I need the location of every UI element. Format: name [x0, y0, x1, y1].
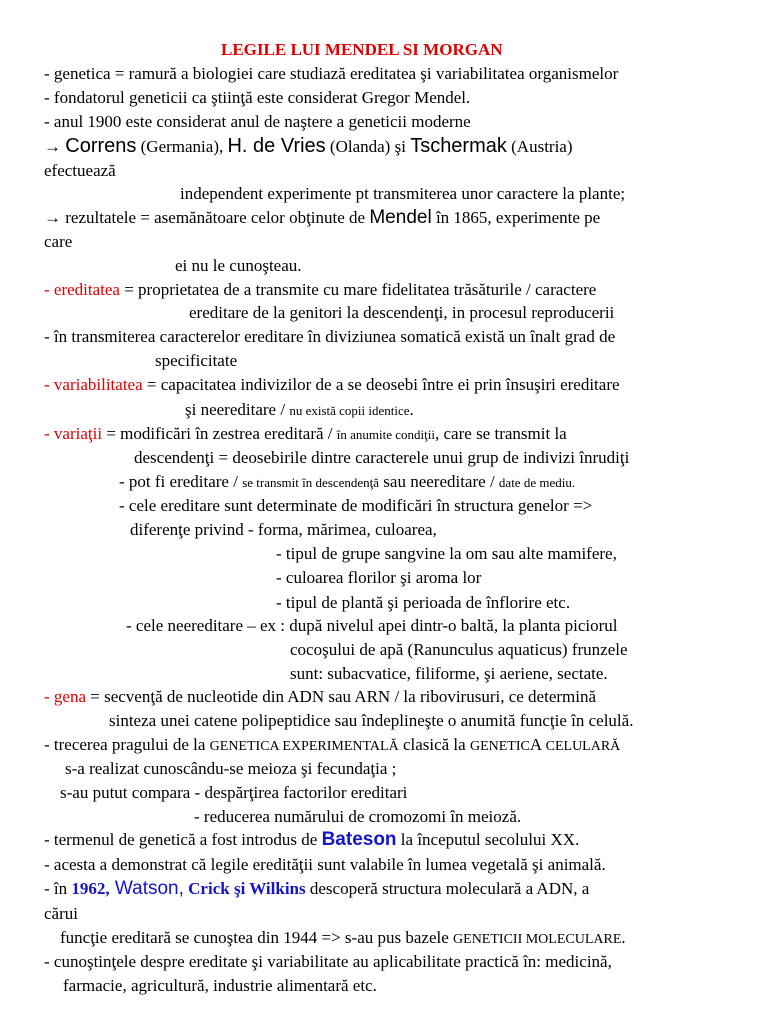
line-results [44, 206, 600, 230]
term-genetica-moleculara: GENETICII MOLECULARE [453, 932, 622, 947]
arrow-icon: → [44, 137, 61, 156]
name-de-vries: H. de Vries [227, 135, 326, 157]
note-descendenta: se transmit în descendenţă [242, 475, 380, 490]
text-in: - în [44, 879, 72, 898]
line-legile-ereditatii: - acesta a demonstrat că legile eredităţii sunt valabile în lumea vegetală şi animală. [44, 855, 606, 874]
note-anumite-conditii: în anumite condiţii [336, 427, 436, 442]
line-variatii [44, 423, 567, 446]
line-meioza: s-a realizat cunoscându-se meioza şi fecundaţia ; [65, 759, 397, 778]
line-cunostintele: - cunoştinţele despre ereditate şi variabilitate au aplicabilitate practică în: medicină, [44, 952, 612, 971]
text-functie: funcţie ereditară se cunoştea din 1944 => s-au pus bazele [60, 928, 454, 947]
line-ranunculus: cocoşului de apă (Ranunculus aquaticus) frunzele [290, 640, 628, 659]
line-reducerea: - reducerea numărului de cromozomi în meioză. [194, 807, 522, 826]
line-nu-cunosteau: ei nu le cunoşteau. [175, 256, 302, 275]
term-variatii: - variaţii [44, 424, 103, 443]
line-descendenti: descendenţi = deosebirile dintre caracterele unui grup de indivizi înrudiţi [134, 448, 630, 467]
line-genetica-definition: - genetica = ramură a biologiei care studiază ereditatea şi variabilitatea organismelor [44, 64, 619, 83]
line-founder: - fondatorul geneticii ca ştiinţă este considerat Gregor Mendel. [44, 88, 471, 107]
page-title: LEGILE LUI MENDEL SI MORGAN [221, 40, 503, 59]
text-germania: (Germania), [136, 137, 228, 156]
line-efectueaza: efectuează [44, 161, 116, 180]
text-trecerea-a: - trecerea pragului de la [44, 735, 210, 754]
term-variabilitatea: - variabilitatea [44, 375, 143, 394]
term-genetica-experimentala: GENETICA EXPERIMENTALĂ [209, 739, 399, 754]
text-descopera: descoperă structura moleculară a ADN, a [305, 879, 590, 898]
line-specificitate: specificitate [155, 351, 238, 370]
line-tipul-planta: - tipul de plantă şi perioada de înflorire etc. [276, 593, 571, 612]
line-care: care [44, 232, 73, 251]
line-diferente: diferenţe privind - forma, mărimea, culoarea, [130, 520, 437, 539]
name-bateson: Bateson [321, 829, 397, 850]
line-pot-fi [119, 471, 575, 494]
line-year-1900: - anul 1900 este considerat anul de naştere a geneticii moderne [44, 112, 471, 131]
text-functie-end: . [621, 928, 626, 947]
text-bateson-a: - termenul de genetică a fost introdus de [44, 830, 322, 849]
line-ereditare-genitori: ereditare de la genitori la descendenţi, in procesul reproducerii [189, 303, 615, 322]
text-variatii-b: , care se transmit la [435, 424, 567, 443]
line-neereditare [185, 399, 414, 422]
name-mendel: Mendel [369, 207, 432, 228]
line-cele-ereditare: - cele ereditare sunt determinate de modificări în structura genelor => [119, 496, 593, 515]
text-variatii-a: = modificări în zestrea ereditară / [102, 424, 337, 443]
line-functie [60, 927, 626, 951]
note-copii-identice: nu există copii identice [289, 403, 410, 418]
line-gena [44, 686, 596, 708]
line-trecerea [44, 734, 620, 758]
line-carui: cărui [44, 904, 78, 923]
text-results-a: → rezultatele = asemănătoare celor obţinute de [44, 208, 370, 227]
line-farmacie: farmacie, agricultură, industrie alimentară etc. [63, 976, 377, 995]
line-grupe-sangvine: - tipul de grupe sangvine la om sau alte mamifere, [276, 544, 617, 563]
text-neereditare-a: şi neereditare / [185, 400, 290, 419]
text-results-b: în 1865, experimente pe [431, 208, 601, 227]
line-ereditatea [44, 279, 596, 301]
note-mediu: date de mediu. [498, 475, 576, 490]
text-trecerea-b: clasică la [398, 735, 470, 754]
text-olanda: (Olanda) şi [325, 137, 411, 156]
name-crick-wilkins: Crick şi Wilkins [183, 879, 306, 898]
term-genetica: GENETIC [469, 739, 530, 754]
line-compara: s-au putut compara - despărţirea factorilor ereditari [60, 783, 408, 802]
line-bateson [44, 827, 579, 853]
term-ereditatea: - ereditatea [44, 280, 120, 299]
text-sau-neereditare: sau neereditare / [379, 472, 499, 491]
line-independent: independent experimente pt transmiterea unor caractere la plante; [180, 184, 626, 203]
text-austria: (Austria) [506, 137, 573, 156]
term-gena: - gena [44, 687, 87, 706]
name-watson: Watson, [109, 878, 184, 899]
line-variabilitatea [44, 374, 620, 396]
line-cele-neereditare: - cele neereditare – ex : după nivelul apei dintr-o baltă, la planta piciorul [126, 616, 618, 635]
text-bateson-b: la începutul secolului XX. [396, 830, 580, 849]
line-researchers [44, 133, 573, 160]
line-sinteza: sinteza unei catene polipeptidice sau îndeplineşte o anumită funcţie în celulă. [109, 711, 634, 730]
year-1962: 1962, [71, 879, 110, 898]
text-ereditatea-def: = proprietatea de a transmite cu mare fidelitatea trăsăturile / caractere [119, 280, 597, 299]
name-tschermak: Tschermak [410, 135, 507, 157]
text-gena-def: = secvenţă de nucleotide din ADN sau ARN / la ribovirusuri, ce determină [86, 687, 597, 706]
text-letter-a: A [529, 735, 543, 754]
line-culoarea-florilor: - culoarea florilor şi aroma lor [276, 568, 482, 587]
text-period: . [409, 400, 414, 419]
name-correns: Correns [65, 135, 137, 157]
line-transmiterea: - în transmiterea caracterelor ereditare în diviziunea somatică există un înalt grad de [44, 327, 616, 346]
line-1962 [44, 877, 589, 901]
text-variabilitatea-def: = capacitatea indivizilor de a se deosebi între ei prin însuşiri ereditare [142, 375, 620, 394]
text-pot-fi: - pot fi ereditare / [119, 472, 243, 491]
term-celulara: CELULARĂ [542, 739, 621, 754]
line-frunzele: sunt: subacvatice, filiforme, şi aeriene, sectate. [290, 664, 608, 683]
